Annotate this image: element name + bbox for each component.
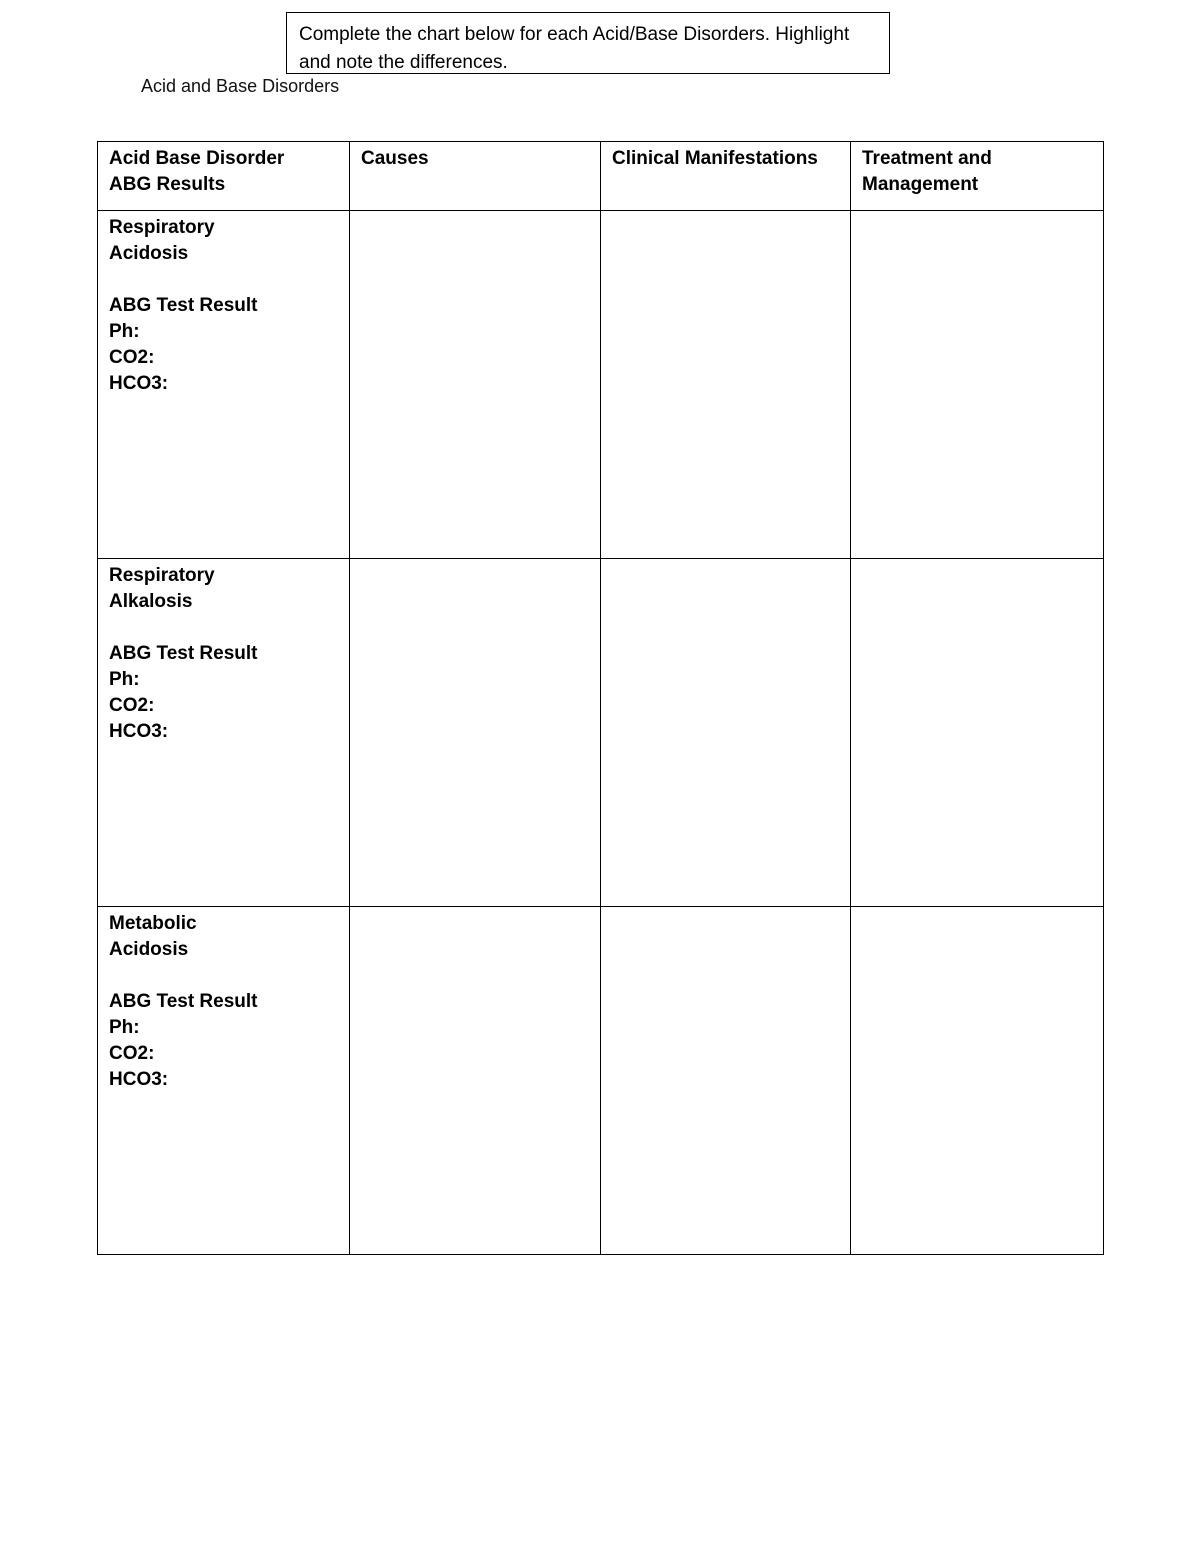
clinical-manifestations-cell[interactable] bbox=[601, 907, 851, 1255]
instructions-line-2: and note the differences. bbox=[299, 52, 508, 73]
clinical-manifestations-cell[interactable] bbox=[601, 211, 851, 559]
header-causes: Causes bbox=[350, 142, 601, 211]
causes-cell[interactable] bbox=[350, 907, 601, 1255]
header-disorder-line-1: Acid Base Disorder bbox=[109, 148, 285, 169]
ph-label: Ph: bbox=[109, 1017, 140, 1038]
disorder-cell bbox=[98, 211, 350, 559]
disorder-name-line-1: Respiratory bbox=[109, 565, 215, 586]
disorder-name-line-1: Metabolic bbox=[109, 913, 197, 934]
treatment-cell[interactable] bbox=[851, 907, 1104, 1255]
acid-base-chart bbox=[97, 141, 1104, 1255]
abg-test-result-label: ABG Test Result bbox=[109, 643, 258, 664]
table-row bbox=[98, 907, 1104, 1255]
disorder-name-line-1: Respiratory bbox=[109, 217, 215, 238]
abg-test-result-label: ABG Test Result bbox=[109, 295, 258, 316]
disorder-cell bbox=[98, 907, 350, 1255]
co2-label: CO2: bbox=[109, 347, 155, 368]
disorder-name-line-2: Alkalosis bbox=[109, 591, 193, 612]
causes-cell[interactable] bbox=[350, 211, 601, 559]
document-title: Acid and Base Disorders bbox=[141, 76, 340, 96]
instructions-box bbox=[286, 12, 890, 74]
clinical-manifestations-cell[interactable] bbox=[601, 559, 851, 907]
table-header-row bbox=[98, 142, 1104, 211]
disorder-name-line-2: Acidosis bbox=[109, 939, 189, 960]
instructions-line-1: Complete the chart below for each Acid/Base Disorders. Highlight bbox=[299, 24, 850, 45]
table-row bbox=[98, 211, 1104, 559]
header-treatment bbox=[851, 142, 1104, 211]
table-row bbox=[98, 559, 1104, 907]
hco3-label: HCO3: bbox=[109, 373, 169, 394]
ph-label: Ph: bbox=[109, 321, 140, 342]
co2-label: CO2: bbox=[109, 1043, 155, 1064]
disorder-name-line-2: Acidosis bbox=[109, 243, 189, 264]
co2-label: CO2: bbox=[109, 695, 155, 716]
header-disorder-line-2: ABG Results bbox=[109, 174, 226, 195]
abg-test-result-label: ABG Test Result bbox=[109, 991, 258, 1012]
header-disorder bbox=[98, 142, 350, 211]
header-treatment-line-2: Management bbox=[862, 174, 979, 195]
hco3-label: HCO3: bbox=[109, 1069, 169, 1090]
hco3-label: HCO3: bbox=[109, 721, 169, 742]
treatment-cell[interactable] bbox=[851, 559, 1104, 907]
header-clinical-manifestations: Clinical Manifestations bbox=[601, 142, 851, 211]
header-treatment-line-1: Treatment and bbox=[862, 148, 992, 169]
causes-cell[interactable] bbox=[350, 559, 601, 907]
treatment-cell[interactable] bbox=[851, 211, 1104, 559]
ph-label: Ph: bbox=[109, 669, 140, 690]
disorder-cell bbox=[98, 559, 350, 907]
